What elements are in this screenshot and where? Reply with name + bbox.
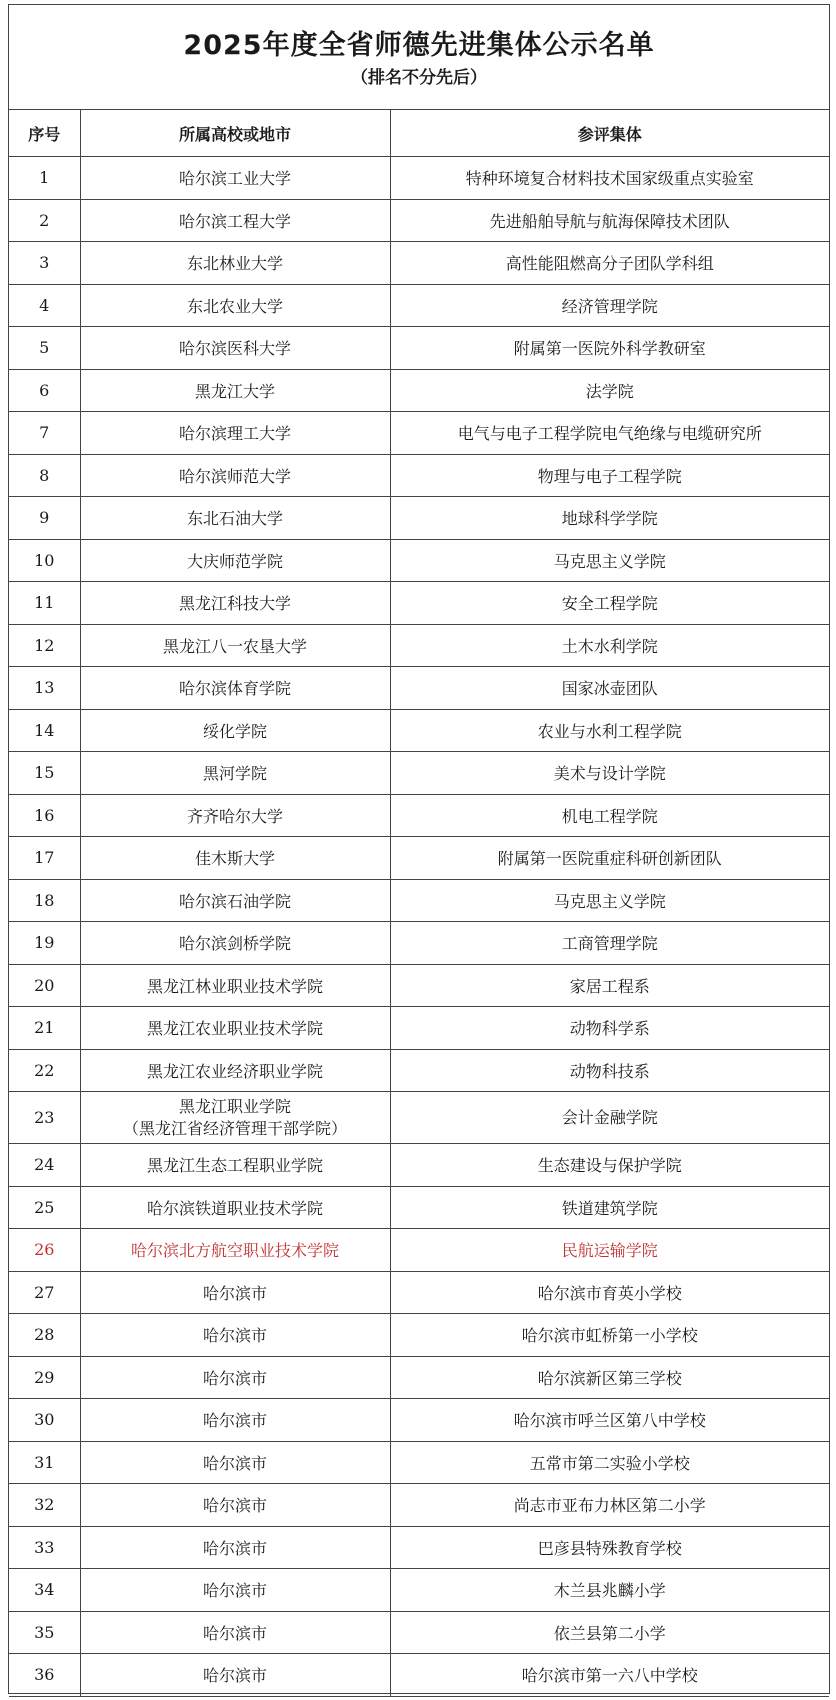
row-org: 齐齐哈尔大学 bbox=[80, 794, 390, 837]
row-org: 哈尔滨工程大学 bbox=[80, 199, 390, 242]
table-row bbox=[9, 922, 829, 965]
row-org: 哈尔滨工业大学 bbox=[80, 157, 390, 200]
row-org: 哈尔滨市 bbox=[80, 1271, 390, 1314]
row-number: 32 bbox=[9, 1484, 80, 1527]
row-group: 土木水利学院 bbox=[390, 624, 829, 667]
row-group: 依兰县第二小学 bbox=[390, 1611, 829, 1654]
row-number: 11 bbox=[9, 582, 80, 625]
table-row bbox=[9, 1271, 829, 1314]
row-number: 4 bbox=[9, 284, 80, 327]
table-row bbox=[9, 199, 829, 242]
page-title: 2025年度全省师德先进集体公示名单 bbox=[183, 30, 655, 61]
table-row bbox=[9, 1186, 829, 1229]
row-org: 黑龙江八一农垦大学 bbox=[80, 624, 390, 667]
row-number: 31 bbox=[9, 1441, 80, 1484]
row-org: 哈尔滨铁道职业技术学院 bbox=[80, 1186, 390, 1229]
row-number: 22 bbox=[9, 1049, 80, 1092]
table-row bbox=[9, 327, 829, 370]
table-row bbox=[9, 964, 829, 1007]
table-row bbox=[9, 709, 829, 752]
table-row bbox=[9, 1229, 829, 1272]
row-group: 机电工程学院 bbox=[390, 794, 829, 837]
table-header-row bbox=[9, 110, 829, 157]
row-group: 哈尔滨市育英小学校 bbox=[390, 1271, 829, 1314]
row-org-line2: （黑龙江省经济管理干部学院） bbox=[122, 1118, 347, 1138]
table-row bbox=[9, 1441, 829, 1484]
row-number: 35 bbox=[9, 1611, 80, 1654]
row-group: 哈尔滨市虹桥第一小学校 bbox=[390, 1314, 829, 1357]
table-row bbox=[9, 497, 829, 540]
row-org: 哈尔滨市 bbox=[80, 1356, 390, 1399]
table-row bbox=[9, 157, 829, 200]
row-group: 先进船舶导航与航海保障技术团队 bbox=[390, 199, 829, 242]
row-number: 1 bbox=[9, 157, 80, 200]
page-subtitle: （排名不分先后） bbox=[351, 68, 487, 88]
row-org: 黑龙江农业经济职业学院 bbox=[80, 1049, 390, 1092]
row-number: 9 bbox=[9, 497, 80, 540]
row-number: 14 bbox=[9, 709, 80, 752]
row-group: 特种环境复合材料技术国家级重点实验室 bbox=[390, 157, 829, 200]
row-number: 34 bbox=[9, 1569, 80, 1612]
row-group: 哈尔滨新区第三学校 bbox=[390, 1356, 829, 1399]
table-row bbox=[9, 284, 829, 327]
row-group: 物理与电子工程学院 bbox=[390, 454, 829, 497]
row-org: 哈尔滨市 bbox=[80, 1441, 390, 1484]
row-org bbox=[80, 1092, 390, 1144]
row-org: 大庆师范学院 bbox=[80, 539, 390, 582]
row-number: 26 bbox=[9, 1229, 80, 1272]
row-group: 木兰县兆麟小学 bbox=[390, 1569, 829, 1612]
table-row bbox=[9, 1399, 829, 1442]
title-area bbox=[9, 5, 829, 110]
row-org: 哈尔滨市 bbox=[80, 1314, 390, 1357]
column-header-group: 参评集体 bbox=[390, 110, 829, 157]
row-number: 27 bbox=[9, 1271, 80, 1314]
table-row bbox=[9, 837, 829, 880]
row-group: 动物科学系 bbox=[390, 1007, 829, 1050]
column-header-no: 序号 bbox=[9, 110, 80, 157]
row-org: 哈尔滨医科大学 bbox=[80, 327, 390, 370]
table-row bbox=[9, 1611, 829, 1654]
row-number: 30 bbox=[9, 1399, 80, 1442]
table-row bbox=[9, 582, 829, 625]
row-org: 黑龙江大学 bbox=[80, 369, 390, 412]
row-number: 25 bbox=[9, 1186, 80, 1229]
document-sheet bbox=[8, 4, 830, 1694]
row-group: 附属第一医院外科学教研室 bbox=[390, 327, 829, 370]
row-org: 哈尔滨北方航空职业技术学院 bbox=[80, 1229, 390, 1272]
row-number: 5 bbox=[9, 327, 80, 370]
table-body bbox=[9, 157, 829, 1697]
row-group: 动物科技系 bbox=[390, 1049, 829, 1092]
row-group: 马克思主义学院 bbox=[390, 539, 829, 582]
row-number: 28 bbox=[9, 1314, 80, 1357]
row-org: 黑龙江生态工程职业学院 bbox=[80, 1144, 390, 1187]
row-group: 尚志市亚布力林区第二小学 bbox=[390, 1484, 829, 1527]
row-group: 国家冰壶团队 bbox=[390, 667, 829, 710]
row-group: 生态建设与保护学院 bbox=[390, 1144, 829, 1187]
table-row bbox=[9, 1007, 829, 1050]
row-org: 哈尔滨理工大学 bbox=[80, 412, 390, 455]
table-row bbox=[9, 454, 829, 497]
row-group: 安全工程学院 bbox=[390, 582, 829, 625]
table-row bbox=[9, 412, 829, 455]
row-group: 巴彦县特殊教育学校 bbox=[390, 1526, 829, 1569]
table-row bbox=[9, 1484, 829, 1527]
row-number: 10 bbox=[9, 539, 80, 582]
table-row bbox=[9, 752, 829, 795]
table-row bbox=[9, 369, 829, 412]
row-group: 地球科学学院 bbox=[390, 497, 829, 540]
row-org: 黑龙江林业职业技术学院 bbox=[80, 964, 390, 1007]
row-number: 24 bbox=[9, 1144, 80, 1187]
table-row bbox=[9, 624, 829, 667]
row-group: 会计金融学院 bbox=[390, 1092, 829, 1144]
table-row bbox=[9, 1356, 829, 1399]
row-number: 18 bbox=[9, 879, 80, 922]
row-group: 附属第一医院重症科研创新团队 bbox=[390, 837, 829, 880]
row-org: 哈尔滨市 bbox=[80, 1611, 390, 1654]
row-number: 16 bbox=[9, 794, 80, 837]
row-group: 哈尔滨市第一六八中学校 bbox=[390, 1654, 829, 1697]
table-row bbox=[9, 1092, 829, 1144]
row-number: 13 bbox=[9, 667, 80, 710]
row-number: 29 bbox=[9, 1356, 80, 1399]
row-group: 民航运输学院 bbox=[390, 1229, 829, 1272]
row-org: 黑龙江科技大学 bbox=[80, 582, 390, 625]
row-number: 23 bbox=[9, 1092, 80, 1144]
row-group: 五常市第二实验小学校 bbox=[390, 1441, 829, 1484]
table-row bbox=[9, 879, 829, 922]
row-org: 哈尔滨师范大学 bbox=[80, 454, 390, 497]
row-org: 东北农业大学 bbox=[80, 284, 390, 327]
row-group: 铁道建筑学院 bbox=[390, 1186, 829, 1229]
row-number: 8 bbox=[9, 454, 80, 497]
row-number: 3 bbox=[9, 242, 80, 285]
table-row bbox=[9, 794, 829, 837]
row-org: 佳木斯大学 bbox=[80, 837, 390, 880]
row-org: 哈尔滨剑桥学院 bbox=[80, 922, 390, 965]
row-org: 东北林业大学 bbox=[80, 242, 390, 285]
row-group: 工商管理学院 bbox=[390, 922, 829, 965]
row-number: 20 bbox=[9, 964, 80, 1007]
row-org: 哈尔滨市 bbox=[80, 1569, 390, 1612]
list-table bbox=[9, 110, 829, 1697]
row-org: 哈尔滨体育学院 bbox=[80, 667, 390, 710]
table-row bbox=[9, 1526, 829, 1569]
row-number: 6 bbox=[9, 369, 80, 412]
row-org: 绥化学院 bbox=[80, 709, 390, 752]
row-group: 经济管理学院 bbox=[390, 284, 829, 327]
table-row bbox=[9, 1144, 829, 1187]
row-group: 家居工程系 bbox=[390, 964, 829, 1007]
column-header-org: 所属高校或地市 bbox=[80, 110, 390, 157]
table-row bbox=[9, 1314, 829, 1357]
row-org: 东北石油大学 bbox=[80, 497, 390, 540]
table-row bbox=[9, 539, 829, 582]
row-number: 33 bbox=[9, 1526, 80, 1569]
row-number: 19 bbox=[9, 922, 80, 965]
row-number: 15 bbox=[9, 752, 80, 795]
row-group: 哈尔滨市呼兰区第八中学校 bbox=[390, 1399, 829, 1442]
row-org: 黑河学院 bbox=[80, 752, 390, 795]
row-org: 哈尔滨市 bbox=[80, 1526, 390, 1569]
row-org: 哈尔滨市 bbox=[80, 1399, 390, 1442]
table-row bbox=[9, 1569, 829, 1612]
row-group: 高性能阻燃高分子团队学科组 bbox=[390, 242, 829, 285]
row-org: 黑龙江农业职业技术学院 bbox=[80, 1007, 390, 1050]
row-number: 36 bbox=[9, 1654, 80, 1697]
row-number: 12 bbox=[9, 624, 80, 667]
row-group: 农业与水利工程学院 bbox=[390, 709, 829, 752]
row-org: 哈尔滨石油学院 bbox=[80, 879, 390, 922]
row-org: 哈尔滨市 bbox=[80, 1484, 390, 1527]
row-org-line1: 黑龙江职业学院 bbox=[178, 1096, 291, 1116]
table-row bbox=[9, 242, 829, 285]
row-number: 21 bbox=[9, 1007, 80, 1050]
row-org: 哈尔滨市 bbox=[80, 1654, 390, 1697]
table-row bbox=[9, 667, 829, 710]
table-row bbox=[9, 1049, 829, 1092]
row-group: 电气与电子工程学院电气绝缘与电缆研究所 bbox=[390, 412, 829, 455]
row-group: 美术与设计学院 bbox=[390, 752, 829, 795]
row-number: 7 bbox=[9, 412, 80, 455]
table-row bbox=[9, 1654, 829, 1697]
row-number: 17 bbox=[9, 837, 80, 880]
row-group: 马克思主义学院 bbox=[390, 879, 829, 922]
row-group: 法学院 bbox=[390, 369, 829, 412]
row-number: 2 bbox=[9, 199, 80, 242]
